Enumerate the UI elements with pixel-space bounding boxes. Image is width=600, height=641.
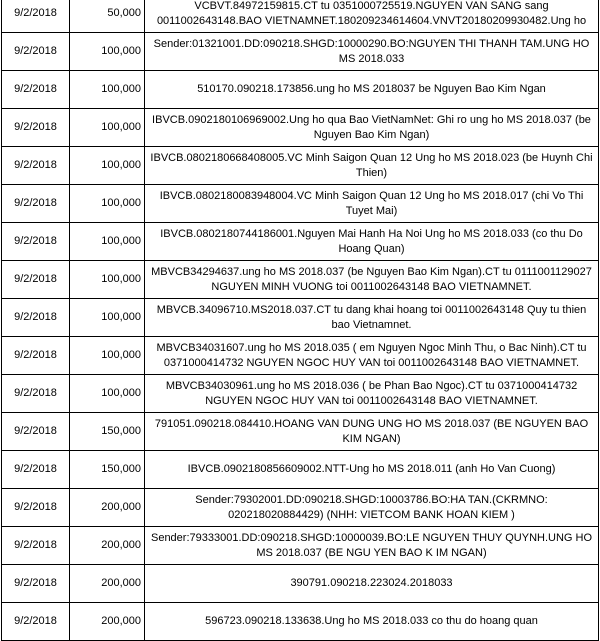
amount-cell[interactable]: 200,000 (70, 565, 145, 603)
table-row (2, 261, 599, 299)
amount-cell[interactable]: 100,000 (70, 33, 145, 71)
amount-cell[interactable]: 100,000 (70, 223, 145, 261)
date-cell[interactable]: 9/2/2018 (2, 109, 70, 147)
date-cell[interactable]: 9/2/2018 (2, 71, 70, 109)
table-row (2, 299, 599, 337)
amount-cell[interactable]: 100,000 (70, 261, 145, 299)
table-row (2, 0, 599, 33)
table-row (2, 489, 599, 527)
table-row (2, 337, 599, 375)
amount-cell[interactable]: 150,000 (70, 413, 145, 451)
amount-cell[interactable]: 100,000 (70, 337, 145, 375)
table-row (2, 603, 599, 641)
table-row (2, 413, 599, 451)
description-cell[interactable]: MBVCB34294637.ung ho MS 2018.037 (be Nguyen Bao Kim Ngan).CT tu 0111001129027 NGUYEN MINH VUONG toi 0011002643148 BAO VIETNAMNET. (145, 261, 599, 299)
amount-cell[interactable]: 50,000 (70, 0, 145, 33)
transactions-table (1, 0, 599, 641)
date-cell[interactable]: 9/2/2018 (2, 185, 70, 223)
description-cell[interactable]: 596723.090218.133638.Ung ho MS 2018.033 co thu do hoang quan (145, 603, 599, 641)
amount-cell[interactable]: 100,000 (70, 71, 145, 109)
description-cell[interactable]: IBVCB.0902180856609002.NTT-Ung ho MS 2018.011 (anh Ho Van Cuong) (145, 451, 599, 489)
description-cell[interactable]: 510170.090218.173856.ung ho MS 2018037 be Nguyen Bao Kim Ngan (145, 71, 599, 109)
description-cell[interactable]: VCBVT.84972159815.CT tu 0351000725519.NGUYEN VAN SANG sang 0011002643148.BAO VIETNAMNET.180209234614604.VNVT20180209930482.Ung ho (145, 0, 599, 33)
date-cell[interactable]: 9/2/2018 (2, 147, 70, 185)
table-row (2, 33, 599, 71)
transactions-body (2, 0, 599, 641)
table-row (2, 147, 599, 185)
date-cell[interactable]: 9/2/2018 (2, 413, 70, 451)
date-cell[interactable]: 9/2/2018 (2, 223, 70, 261)
description-cell[interactable]: Sender:79333001.DD:090218.SHGD:10000039.BO:LE NGUYEN THUY QUYNH.UNG HO MS 2018.037 (BE NGU YEN BAO K IM NGAN) (145, 527, 599, 565)
description-cell[interactable]: IBVCB.0802180744186001.Nguyen Mai Hanh Ha Noi Ung ho MS 2018.033 (co thu Do Hoang Quan) (145, 223, 599, 261)
description-cell[interactable]: IBVCB.0902180106969002.Ung ho qua Bao VietNamNet: Ghi ro ung ho MS 2018.037 (be Nguyen Bao Kim Ngan) (145, 109, 599, 147)
date-cell[interactable]: 9/2/2018 (2, 527, 70, 565)
description-cell[interactable]: IBVCB.0802180668408005.VC Minh Saigon Quan 12 Ung ho MS 2018.023 (be Huynh Chi Thien) (145, 147, 599, 185)
description-cell[interactable]: MBVCB34031607.ung ho MS 2018.035 ( em Nguyen Ngoc Minh Thu, o Bac Ninh).CT tu 0371000414732 NGUYEN NGOC HUY VAN toi 0011002643148 BAO VIETNAMNET. (145, 337, 599, 375)
amount-cell[interactable]: 100,000 (70, 185, 145, 223)
amount-cell[interactable]: 200,000 (70, 489, 145, 527)
table-row (2, 223, 599, 261)
description-cell[interactable]: Sender:01321001.DD:090218.SHGD:10000290.BO:NGUYEN THI THANH TAM.UNG HO MS 2018.033 (145, 33, 599, 71)
table-row (2, 109, 599, 147)
date-cell[interactable]: 9/2/2018 (2, 299, 70, 337)
date-cell[interactable]: 9/2/2018 (2, 489, 70, 527)
description-cell[interactable]: IBVCB.0802180083948004.VC Minh Saigon Quan 12 Ung ho MS 2018.017 (chi Vo Thi Tuyet Mai) (145, 185, 599, 223)
date-cell[interactable]: 9/2/2018 (2, 603, 70, 641)
amount-cell[interactable]: 150,000 (70, 451, 145, 489)
table-row (2, 375, 599, 413)
amount-cell[interactable]: 100,000 (70, 109, 145, 147)
date-cell[interactable]: 9/2/2018 (2, 375, 70, 413)
amount-cell[interactable]: 100,000 (70, 375, 145, 413)
amount-cell[interactable]: 200,000 (70, 527, 145, 565)
table-row (2, 527, 599, 565)
table-row (2, 185, 599, 223)
table-row (2, 71, 599, 109)
description-cell[interactable]: Sender:79302001.DD:090218.SHGD:10003786.BO:HA TAN.(CKRMNO: 020218020884429) (NHH: VIETCOM BANK HOAN KIEM ) (145, 489, 599, 527)
date-cell[interactable]: 9/2/2018 (2, 0, 70, 33)
table-row (2, 451, 599, 489)
description-cell[interactable]: 791051.090218.084410.HOANG VAN DUNG UNG HO MS 2018.037 (BE NGUYEN BAO KIM NGAN) (145, 413, 599, 451)
amount-cell[interactable]: 100,000 (70, 299, 145, 337)
date-cell[interactable]: 9/2/2018 (2, 33, 70, 71)
date-cell[interactable]: 9/2/2018 (2, 565, 70, 603)
amount-cell[interactable]: 200,000 (70, 603, 145, 641)
description-cell[interactable]: MBVCB.34096710.MS2018.037.CT tu dang khai hoang toi 0011002643148 Quy tu thien bao Vietnamnet. (145, 299, 599, 337)
table-row (2, 565, 599, 603)
date-cell[interactable]: 9/2/2018 (2, 337, 70, 375)
description-cell[interactable]: 390791.090218.223024.2018033 (145, 565, 599, 603)
date-cell[interactable]: 9/2/2018 (2, 451, 70, 489)
amount-cell[interactable]: 100,000 (70, 147, 145, 185)
description-cell[interactable]: MBVCB34030961.ung ho MS 2018.036 ( be Phan Bao Ngoc).CT tu 0371000414732 NGUYEN NGOC HUY VAN toi 0011002643148 BAO VIETNAMNET. (145, 375, 599, 413)
date-cell[interactable]: 9/2/2018 (2, 261, 70, 299)
